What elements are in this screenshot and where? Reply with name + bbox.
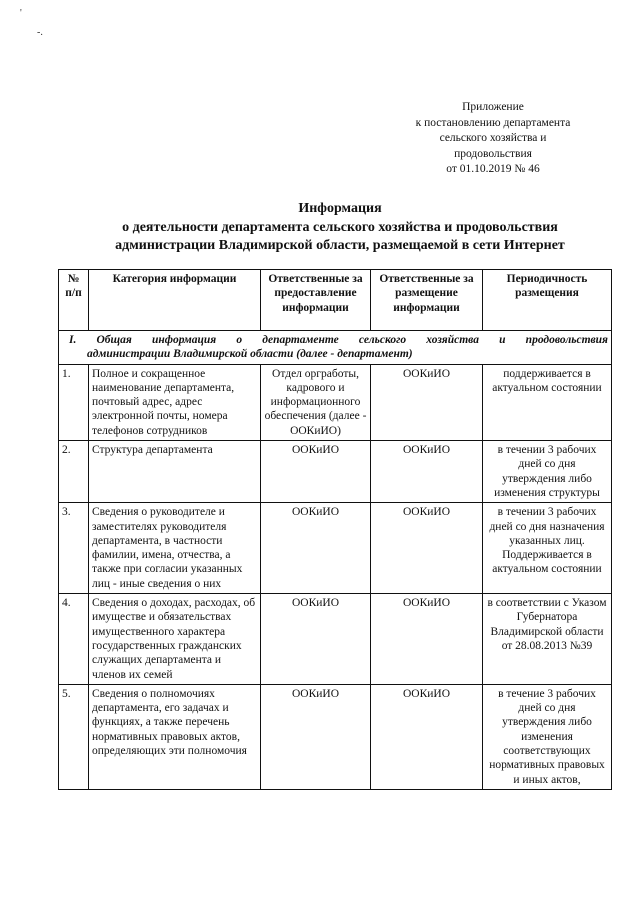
header-category: Категория информации	[89, 270, 261, 331]
row-provider: Отдел оргработы, кадрового и информационного обеспечения (далее - ООКиИО)	[261, 364, 371, 440]
row-publisher: ООКиИО	[371, 364, 483, 440]
header-provider: Ответственные за предоставление информации	[261, 270, 371, 331]
row-provider: ООКиИО	[261, 441, 371, 503]
row-number: 5.	[59, 684, 89, 789]
table-row	[59, 441, 612, 503]
row-period: в течении 3 рабочих дней со дня утверждения либо изменения структуры	[483, 441, 612, 503]
row-period: поддерживается в актуальном состоянии	[483, 364, 612, 440]
row-publisher: ООКиИО	[371, 441, 483, 503]
row-provider: ООКиИО	[261, 594, 371, 685]
row-period: в соответствии с Указом Губернатора Владимирской области от 28.08.2013 №39	[483, 594, 612, 685]
header-publisher: Ответственные за размещение информации	[371, 270, 483, 331]
header-number: № п/п	[59, 270, 89, 331]
row-period: в течении 3 рабочих дней со дня назначения указанных лиц. Поддерживается в актуальном состоянии	[483, 503, 612, 594]
row-provider: ООКиИО	[261, 684, 371, 789]
row-publisher: ООКиИО	[371, 594, 483, 685]
row-category: Полное и сокращенное наименование департамента, почтовый адрес, адрес электронной почты, номера телефонов сотрудников	[89, 364, 261, 440]
scan-mark-2: -.	[37, 27, 43, 38]
scan-mark-1: '	[20, 8, 22, 19]
row-number: 4.	[59, 594, 89, 685]
appendix-line: сельского хозяйства и	[439, 132, 547, 144]
row-category: Сведения о руководителе и заместителях руководителя департамента, в частности фамилии, имена, отчества, а также при согласии указанных лиц - иные сведения о них	[89, 503, 261, 594]
row-number: 3.	[59, 503, 89, 594]
title-line: Информация	[298, 201, 382, 216]
section-heading-line2: администрации Владимирской области (далее - департамент)	[87, 348, 413, 361]
title-line: о деятельности департамента сельского хозяйства и продовольствия	[122, 219, 558, 235]
section-heading-line1: I. Общая информация о департаменте сельского хозяйства и продовольствия	[69, 334, 608, 346]
appendix-line: к постановлению департамента	[415, 116, 571, 129]
row-provider: ООКиИО	[261, 503, 371, 594]
table-row	[59, 364, 612, 440]
appendix-line: продовольствия	[454, 147, 532, 160]
appendix-block	[388, 100, 598, 178]
information-table	[58, 269, 612, 790]
header-period: Периодичность размещения	[483, 270, 612, 331]
row-period: в течение 3 рабочих дней со дня утверждения либо изменения соответствующих нормативных правовых и иных актов,	[483, 684, 612, 789]
row-publisher: ООКиИО	[371, 503, 483, 594]
row-category: Сведения о полномочиях департамента, его задачах и функциях, а также перечень нормативных правовых актов, определяющих эти полномочия	[89, 684, 261, 789]
table-row	[59, 503, 612, 594]
row-number: 2.	[59, 441, 89, 503]
row-category: Сведения о доходах, расходах, об имуществе и обязательствах имущественного характера государственных гражданских служащих департамента и членов их семей	[89, 594, 261, 685]
row-number: 1.	[59, 364, 89, 440]
row-publisher: ООКиИО	[371, 684, 483, 789]
row-category: Структура департамента	[89, 441, 261, 503]
title-line: администрации Владимирской области, размещаемой в сети Интернет	[115, 238, 565, 253]
table-header-row	[59, 270, 612, 331]
table-row	[59, 594, 612, 685]
appendix-date-line: от 01.10.2019 № 46	[446, 163, 540, 175]
appendix-line: Приложение	[462, 101, 524, 113]
section-heading	[59, 331, 612, 365]
table-row	[59, 684, 612, 789]
section-row	[59, 331, 612, 365]
document-title	[60, 200, 620, 256]
